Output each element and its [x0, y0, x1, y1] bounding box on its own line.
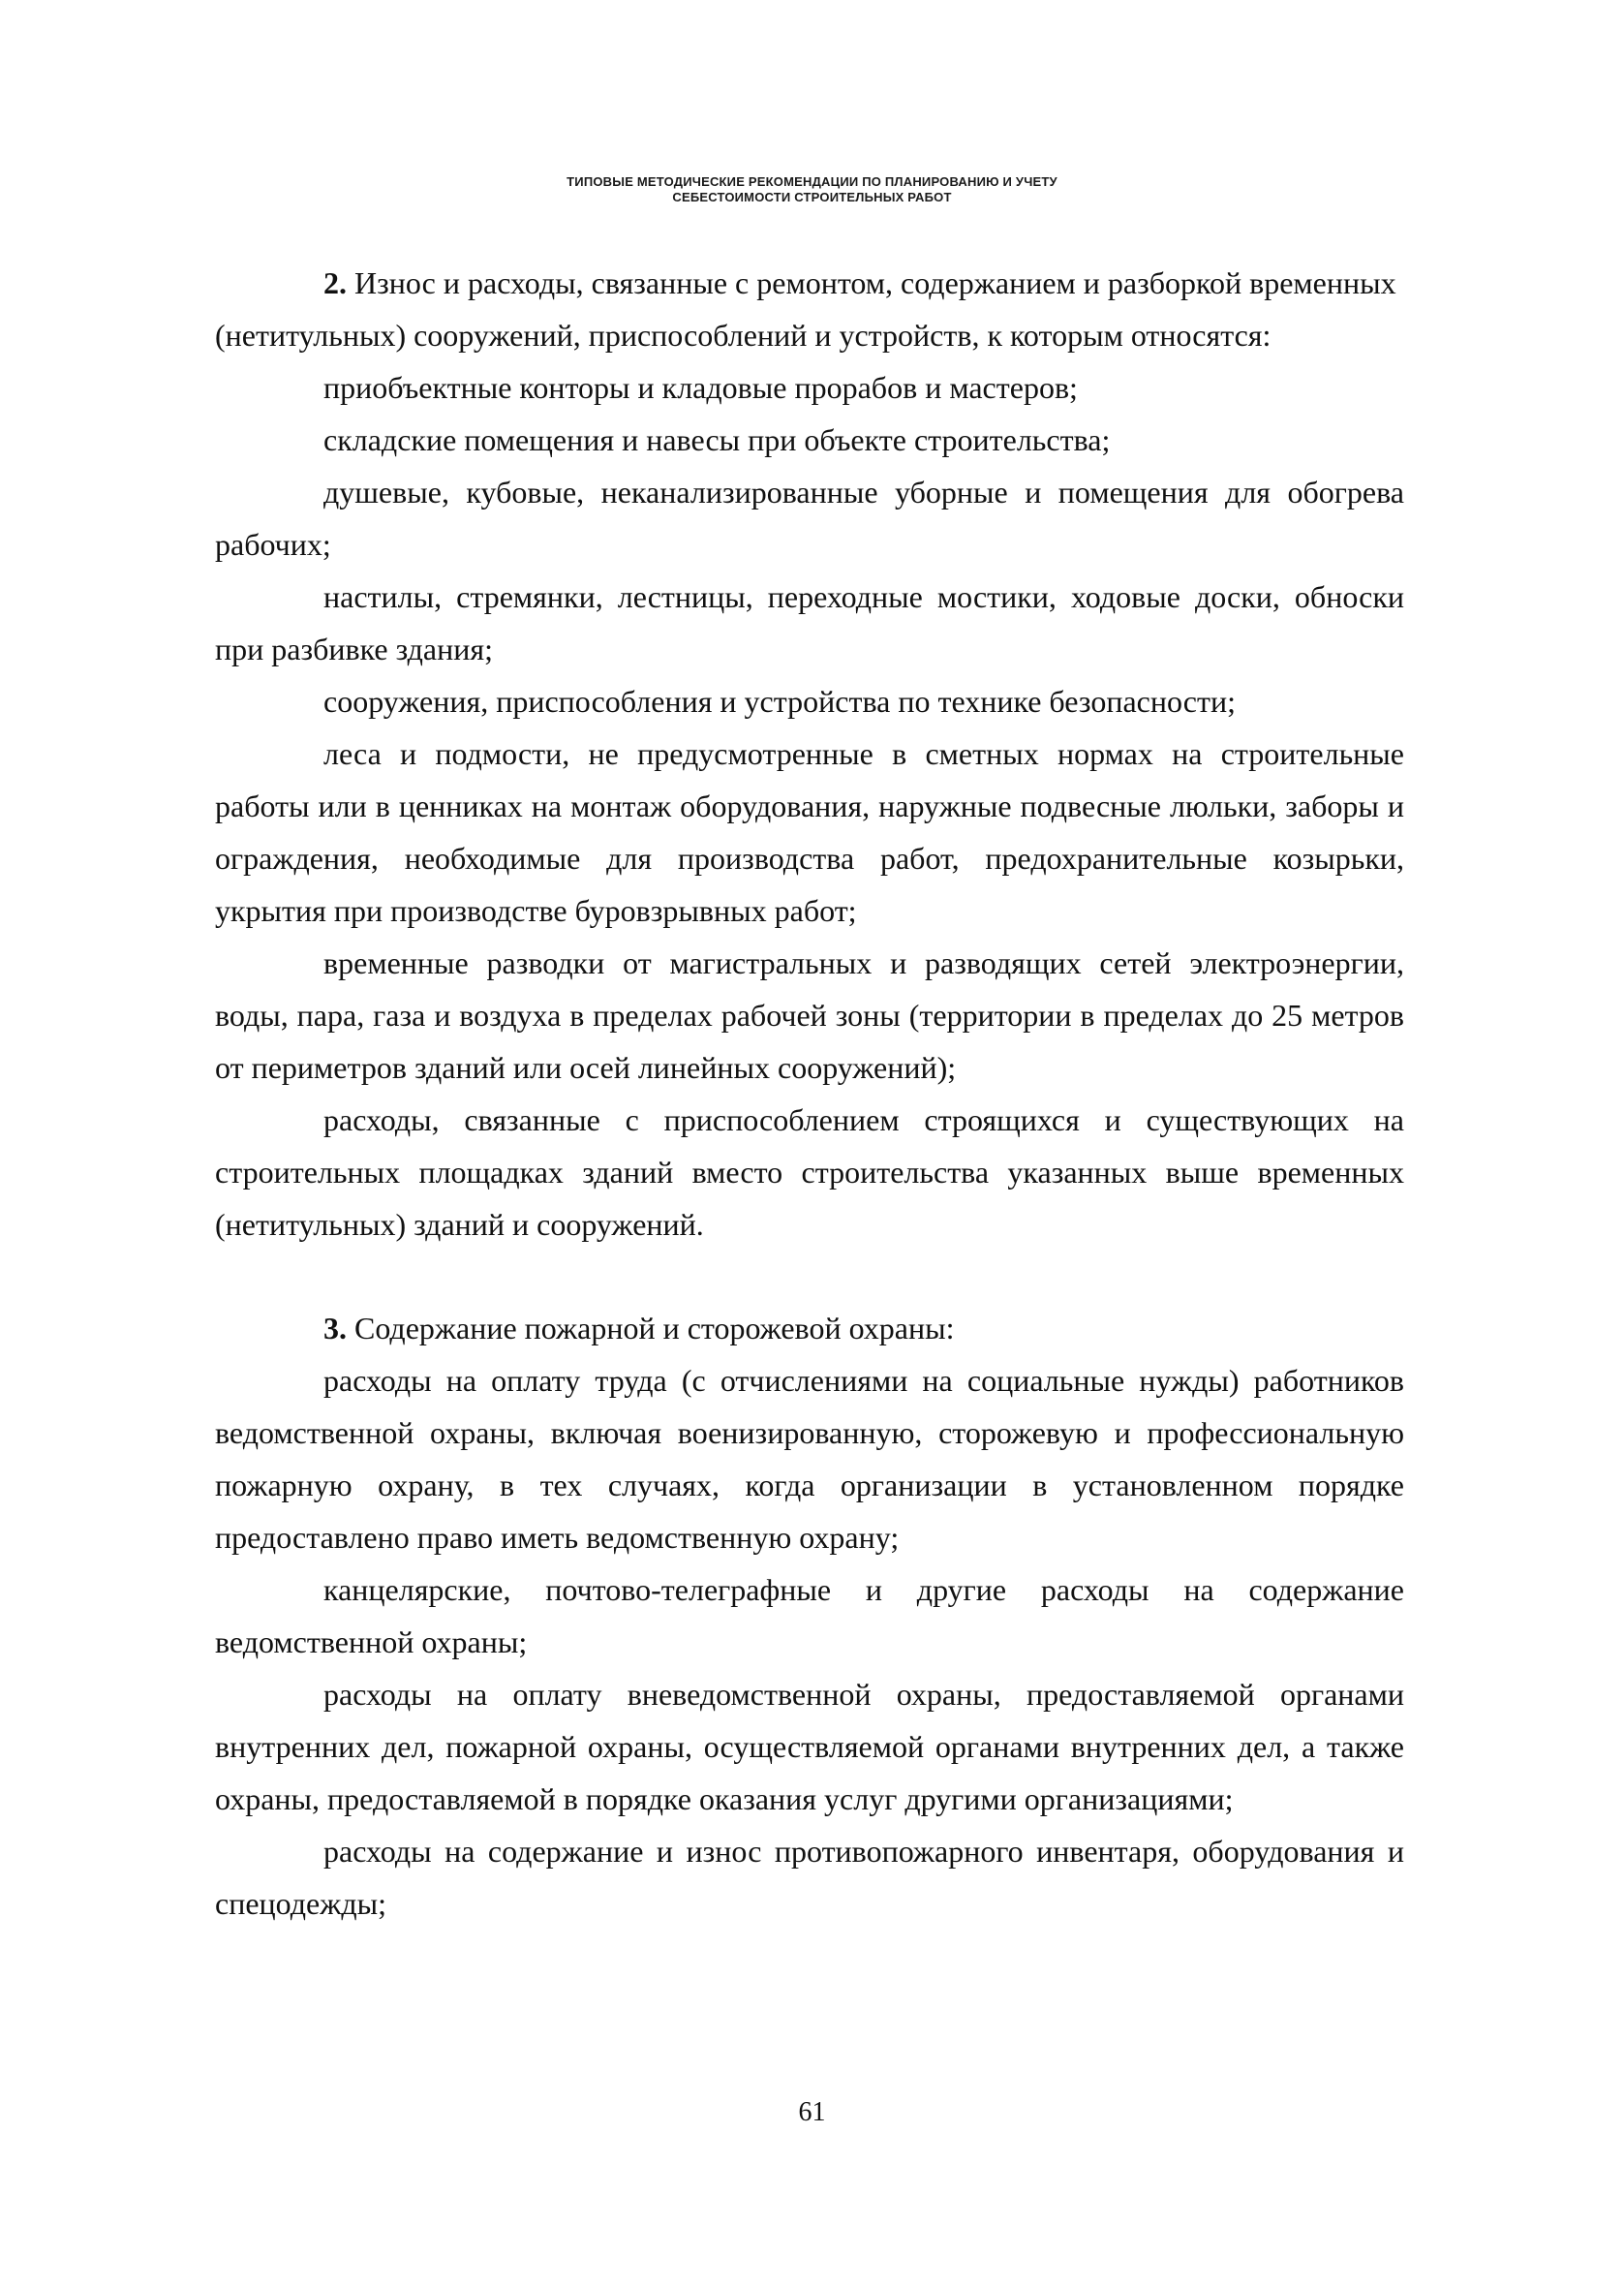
section-2-item: сооружения, приспособления и устройства по технике безопасности;: [323, 684, 1236, 719]
section-3-item: расходы на оплату труда (с отчислениями на социальные нужды) работников ведомственной охраны, включая военизированную, сторожевую и профессиональную пожарную охрану, в тех случаях, когда организации в установленном порядке предоставлено право иметь ведомственную охрану;: [215, 1363, 1404, 1555]
section-2-item: временные разводки от магистральных и разводящих сетей электроэнергии, воды, пара, газа и воздуха в пределах рабочей зоны (территории в пределах до 25 метров от периметров зданий или осей линейных сооружений);: [215, 945, 1404, 1085]
header-line-1: ТИПОВЫЕ МЕТОДИЧЕСКИЕ РЕКОМЕНДАЦИИ ПО ПЛАНИРОВАНИЮ И УЧЕТУ: [567, 174, 1057, 189]
section-3-number: 3.: [323, 1311, 347, 1345]
section-2-item: душевые, кубовые, неканализированные уборные и помещения для обогрева рабочих;: [215, 475, 1404, 562]
page-number: 61: [798, 2097, 826, 2127]
body-text: [215, 257, 1404, 1930]
section-2-number: 2.: [323, 265, 347, 300]
section-2-item: приобъектные конторы и кладовые прорабов и мастеров;: [323, 370, 1078, 405]
section-spacer: [215, 1251, 1404, 1302]
section-2-title: Износ и расходы, связанные с ремонтом, содержанием и разборкой временных (нетитульных) сооружений, приспособлений и устройств, к которым относятся:: [215, 265, 1396, 353]
header-line-2: СЕБЕСТОИМОСТИ СТРОИТЕЛЬНЫХ РАБОТ: [672, 190, 952, 204]
section-3-title: Содержание пожарной и сторожевой охраны:: [354, 1311, 955, 1345]
section-3-item: расходы на содержание и износ противопожарного инвентаря, оборудования и спецодежды;: [215, 1834, 1404, 1921]
section-2-item: леса и подмости, не предусмотренные в сметных нормах на строительные работы или в ценниках на монтаж оборудования, наружные подвесные люльки, заборы и ограждения, необходимые для производства работ, предохранительные козырьки, укрытия при производстве буровзрывных работ;: [215, 736, 1404, 928]
section-2-item: настилы, стремянки, лестницы, переходные мостики, ходовые доски, обноски при разбивке здания;: [215, 579, 1404, 666]
section-2-item: складские помещения и навесы при объекте строительства;: [323, 422, 1111, 457]
section-3-item: расходы на оплату вневедомственной охраны, предоставляемой органами внутренних дел, пожарной охраны, осуществляемой органами внутренних дел, а также охраны, предоставляемой в порядке оказания услуг другими организациями;: [215, 1677, 1404, 1816]
running-header: [0, 174, 1624, 205]
section-3-item: канцелярские, почтово-телеграфные и другие расходы на содержание ведомственной охраны;: [215, 1572, 1404, 1659]
section-2-heading: [215, 257, 1404, 361]
section-2-item: расходы, связанные с приспособлением строящихся и существующих на строительных площадках зданий вместо строительства указанных выше временных (нетитульных) зданий и сооружений.: [215, 1102, 1404, 1242]
section-3-heading: [215, 1302, 1404, 1354]
